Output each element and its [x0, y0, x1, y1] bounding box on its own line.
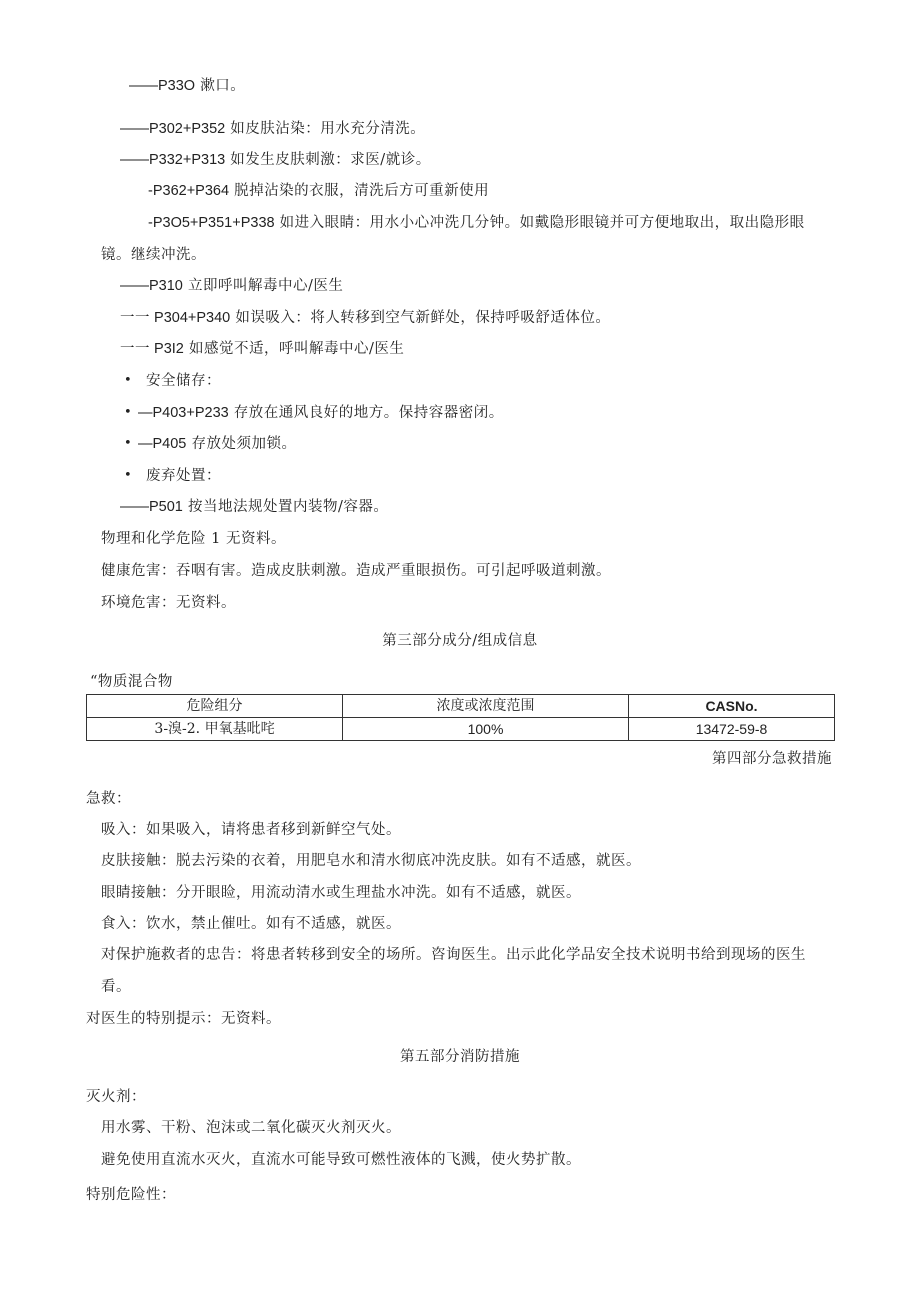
- table-row: [87, 718, 835, 741]
- text: 如误吸入：将人转移到空气新鲜处，保持呼吸舒适体位。: [230, 310, 611, 326]
- text: 如皮肤沾染：用水充分清洗。: [225, 121, 426, 137]
- bullet-icon: •: [124, 405, 132, 420]
- text: 如发生皮肤刺激：求医/就诊。: [225, 152, 431, 168]
- storage-p405: [138, 435, 296, 453]
- precaution-continuation: 镜。继续冲洗。: [101, 247, 206, 263]
- precaution-p302-p352: [120, 120, 425, 138]
- section4-title: 第四部分急救措施: [712, 751, 832, 767]
- text: 漱口。: [195, 78, 246, 94]
- section3-title: 第三部分成分/组成信息: [382, 633, 538, 649]
- first-aid-ingestion: 食入：饮水，禁止催吐。如有不适感，就医。: [101, 916, 401, 932]
- text: 存放处须加锁。: [186, 436, 297, 452]
- code: —P403+P233: [138, 405, 229, 421]
- first-aid-eyes: 眼睛接触：分开眼睑，用流动清水或生理盐水冲洗。如有不适感，就医。: [101, 885, 581, 901]
- rescuer-advice: 对保护施救者的忠告：将患者转移到安全的场所。咨询医生。出示此化学品安全技术说明书给到现场的医生: [101, 947, 806, 963]
- header-cas-no: CASNo.: [629, 695, 835, 718]
- storage-heading: 安全储存：: [146, 373, 221, 389]
- storage-p403-p233: [138, 404, 504, 422]
- environmental-hazard: 环境危害：无资料。: [101, 595, 236, 611]
- cell-concentration: 100%: [343, 718, 629, 741]
- text: 按当地法规处置内装物/容器。: [182, 499, 389, 515]
- rescuer-advice-continuation: 看。: [101, 979, 131, 995]
- disposal-heading: 废弃处置：: [146, 468, 221, 484]
- precaution-p305-p351-p338: [148, 214, 805, 232]
- doctor-note: 对医生的特别提示：无资料。: [86, 1011, 281, 1027]
- first-aid-skin: 皮肤接触：脱去污染的衣着，用肥皂水和清水彻底冲洗皮肤。如有不适感，就医。: [101, 853, 641, 869]
- code: ——P310: [120, 278, 183, 294]
- cell-cas-no: 13472-59-8: [629, 718, 835, 741]
- extinguishing-caution: 避免使用直流水灭火，直流水可能导致可燃性液体的飞溅，使火势扩散。: [101, 1152, 581, 1168]
- code: ——P33O: [129, 78, 196, 94]
- text: 立即呼叫解毒中心/医生: [182, 278, 344, 294]
- text: 如感觉不适，呼叫解毒中心/医生: [183, 341, 405, 357]
- text: 如进入眼睛：用水小心冲洗几分钟。如戴隐形眼镜并可方便地取出，取出隐形眼: [274, 215, 805, 231]
- code: ——P332+P313: [120, 152, 226, 168]
- section5-title: 第五部分消防措施: [400, 1049, 520, 1065]
- first-aid-label: 急救：: [86, 791, 131, 807]
- bullet-icon: •: [124, 468, 132, 483]
- disposal-p501: [120, 498, 388, 516]
- code: ——P501: [120, 499, 183, 515]
- text: 脱掉沾染的衣服，清洗后方可重新使用: [229, 183, 490, 199]
- code: —P405: [138, 436, 187, 452]
- prefix: 一一: [120, 341, 150, 357]
- code: ——P302+P352: [120, 121, 226, 137]
- code: -P3O5+P351+P338: [148, 215, 275, 231]
- composition-table: [86, 694, 835, 741]
- prefix: 一一: [120, 310, 150, 326]
- extinguishing-label: 灭火剂：: [86, 1089, 146, 1105]
- precaution-p312: [120, 340, 404, 358]
- precaution-p310: [120, 277, 343, 295]
- table-header-row: [87, 695, 835, 718]
- bullet-icon: •: [124, 436, 132, 451]
- header-component: 危险组分: [87, 695, 343, 718]
- cell-component: 3-溴-2. 甲氧基吡咤: [87, 718, 343, 741]
- first-aid-inhalation: 吸入：如果吸入，请将患者移到新鲜空气处。: [101, 822, 401, 838]
- extinguishing-media: 用水雾、干粉、泡沫或二氧化碳灭火剂灭火。: [101, 1120, 401, 1136]
- health-hazard: 健康危害：吞咽有害。造成皮肤刺激。造成严重眼损伤。可引起呼吸道刺激。: [101, 563, 611, 579]
- header-concentration: 浓度或浓度范围: [343, 695, 629, 718]
- precaution-p330: [129, 77, 245, 95]
- code: P304+P340: [150, 310, 231, 326]
- code: -P362+P364: [148, 183, 230, 199]
- code: P3I2: [150, 341, 184, 357]
- mixture-label: “物质混合物: [90, 674, 173, 690]
- physical-chemical-hazard: 物理和化学危险 1 无资料。: [101, 531, 286, 547]
- precaution-p362-p364: [148, 182, 489, 200]
- bullet-icon: •: [124, 373, 132, 388]
- special-hazards-label: 特别危险性：: [86, 1187, 176, 1203]
- precaution-p332-p313: [120, 151, 431, 169]
- text: 存放在通风良好的地方。保持容器密闭。: [228, 405, 504, 421]
- precaution-p304-p340: [120, 309, 610, 327]
